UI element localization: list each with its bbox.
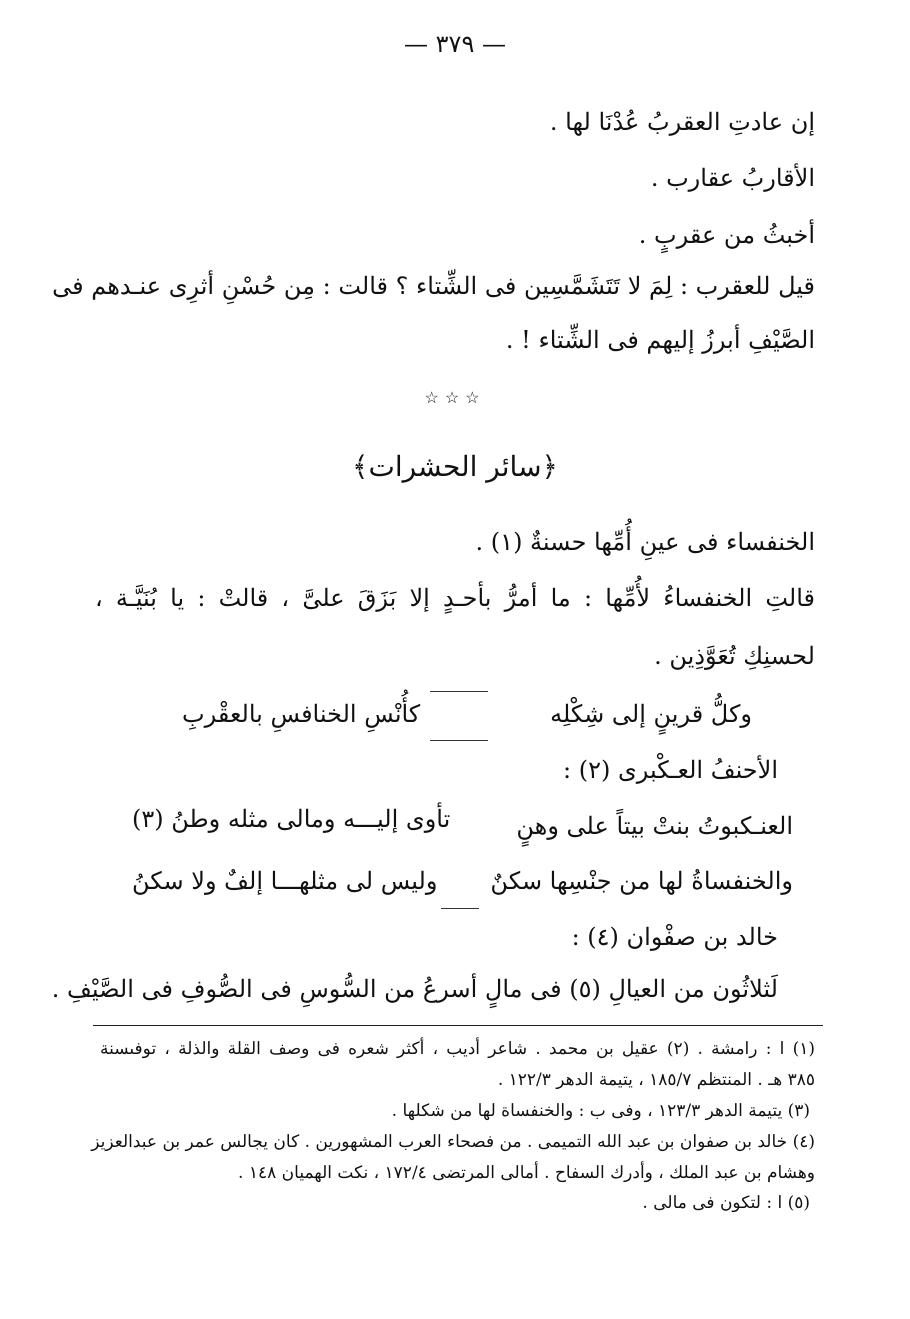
anecdote-line: قيل للعقرب : لِمَ لا تَتَشَمَّسِين فى الشِّتاء ؟ قالت : مِن حُسْنِ أثرِى عنـدهم فى [52, 272, 815, 300]
footnote-rule [93, 1025, 823, 1026]
proverb-line: الأقاربُ عقارب . [650, 164, 815, 192]
proverb-line: الخنفساء فى عينِ أُمِّها حسنةٌ (١) . [475, 528, 815, 556]
proverb-line: إن عادتِ العقربُ عُدْنَا لها . [549, 108, 815, 136]
verse-hemistich-right: والخنفساةُ لها من جنْسِها سكنٌ [490, 867, 793, 895]
proverb-line: أخبثُ من عقربٍ . [638, 221, 815, 249]
verse-hemistich-left: كأُنْسِ الخنافسِ بالعقْربِ [182, 700, 421, 728]
verse-divider [441, 908, 479, 909]
verse-hemistich-right: وكلُّ قرينٍ إلى شِكْلِه [550, 700, 752, 728]
anecdote-line: لحسنِكِ تُعَوَّذِين . [654, 642, 815, 670]
footnote-line: وهشام بن عبد الملك ، وأدرك السفاح . أمالى المرتضى ١٧٢/٤ ، نكت الهميان ١٤٨ . [238, 1163, 815, 1183]
verse-divider [430, 691, 488, 692]
verse-divider [430, 740, 488, 741]
footnote-line: (١) ا : رامشة . (٢) عقيل بن محمد . شاعر أديب ، أكثر شعره فى وصف القلة والذلة ، توفىسنة [100, 1039, 815, 1059]
anecdote-line: قالتِ الخنفساءُ لأُمِّها : ما أمرُّ بأحـدٍ إلا بَزَقَ علىَّ ، قالتْ : يا بُنَيَّـة ، [95, 584, 815, 612]
section-heading: ﴿سائر الحشرات﴾ [352, 450, 558, 483]
section-separator: ☆☆☆ [424, 388, 486, 407]
footnote-line: (٣) يتيمة الدهر ١٢٣/٣ ، وفى ب : والخنفساة لها من شكلها . [391, 1101, 810, 1121]
anecdote-line: الصَّيْفِ أبرزُ إليهم فى الشِّتاء ! . [505, 326, 815, 354]
footnote-line: (٥) ا : لتكون فى مالى . [642, 1193, 810, 1213]
verse-hemistich-left: تأوى إليـــه ومالى مثله وطنُ (٣) [132, 805, 451, 833]
poet-attribution: الأحنفُ العـكْبرى (٢) : [563, 756, 778, 784]
verse-hemistich-right: العنـكبوتُ بنتْ بيتاً على وهنٍ [516, 812, 793, 840]
saying-line: لَثلاثُون من العيالِ (٥) فى مالٍ أسرعُ من السُّوسِ فى الصُّوفِ فى الصَّيْفِ . [51, 975, 778, 1003]
footnote-line: (٤) خالد بن صفوان بن عبد الله التميمى . من فصحاء العرب المشهورين . كان يجالس عمر بن عبدالعزيز [91, 1132, 815, 1152]
page-number: — ٣٧٩ — [404, 30, 506, 58]
footnote-line: ٣٨٥ هـ . المنتظم ١٨٥/٧ ، يتيمة الدهر ١٢٢/٣ . [497, 1070, 815, 1090]
verse-hemistich-left: وليس لى مثلهـــا إلفٌ ولا سكنُ [132, 867, 438, 895]
poet-attribution: خالد بن صفْوان (٤) : [571, 923, 778, 951]
